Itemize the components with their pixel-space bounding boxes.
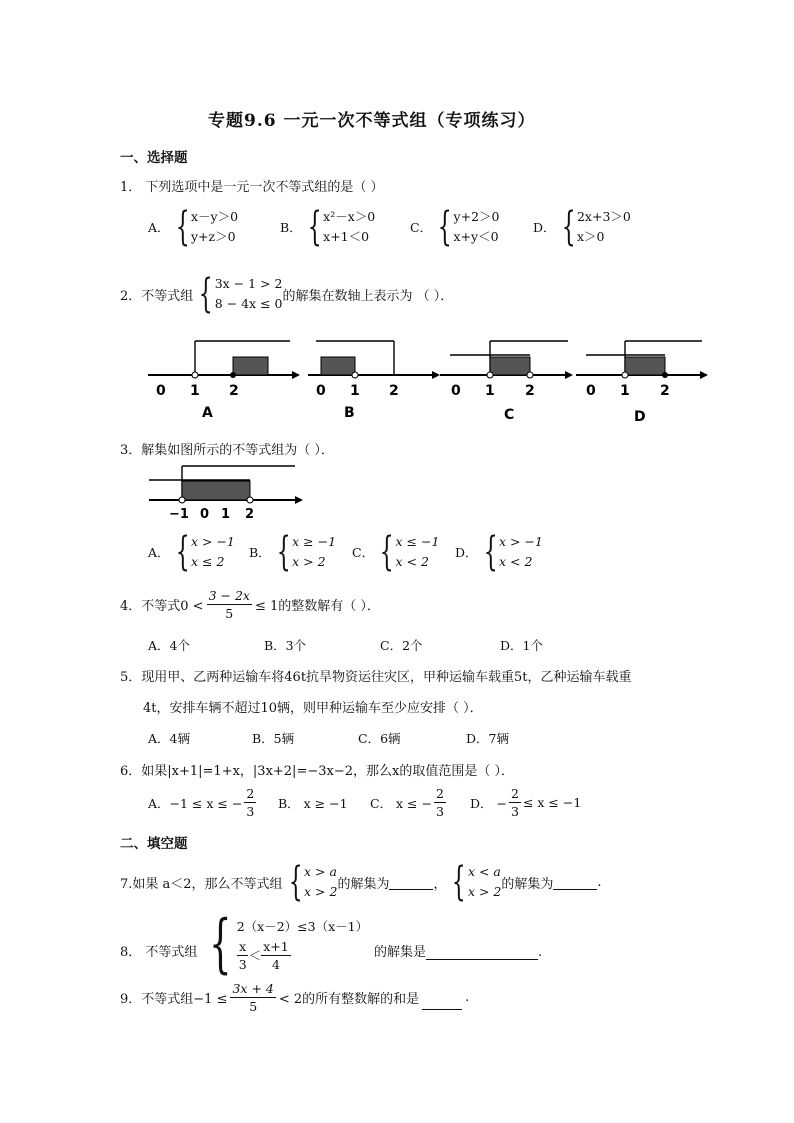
q3-option-a: A． { x > −1 x ≤ 2 [148, 529, 235, 575]
q3-number-line [145, 460, 315, 522]
number-line-c [440, 341, 573, 423]
brace-icon: { [307, 204, 322, 250]
fraction: $\frac{x}{3}$ [238, 938, 247, 972]
question-8-tail: 的解集是 . [374, 945, 543, 960]
q5-option-c: C．6辆 [358, 731, 401, 746]
figure-letter: A [202, 405, 213, 421]
tick-label: 1 [221, 507, 231, 522]
question-4-stem: 4．不等式0 < $\frac{3 - 2x}{5}$ ≤ 1的整数解有（ ）． [120, 588, 380, 621]
number-line-b [308, 341, 440, 421]
question-2-stem: 2．不等式组 { 3x − 1 > 2 8 − 4x ≤ 0 的解集在数轴上表示为 （ ）． [120, 271, 454, 317]
q4-option-c: C．2个 [380, 638, 423, 653]
answer-blank[interactable] [426, 945, 538, 960]
q4-option-d: D．1个 [500, 638, 543, 653]
fraction: $\frac{3x + 4}{5}$ [232, 981, 274, 1014]
q4-option-b: B．3个 [264, 638, 307, 653]
question-6-stem: 6．如果|x+1|=1+x，|3x+2|=−3x−2，那么x的取值范围是（ ）． [120, 764, 514, 779]
section-heading-choice: 一、选择题 [120, 150, 188, 166]
q6-option-d: D． − $\frac{2}{3}$ ≤ x ≤ −1 [470, 786, 582, 819]
q2-number-line-figures [140, 335, 730, 430]
answer-blank[interactable] [422, 995, 462, 1010]
number-line-a [148, 341, 300, 421]
question-5-line2: 4t，安排车辆不超过10辆，则甲种运输车至少应安排（ ）． [143, 701, 483, 716]
tick-label: 1 [190, 383, 200, 399]
question-8-system: { 2（x－2）≤3（x－1） $\frac{x}{3}$ ＜ $\frac{x+1}{4}$ [209, 907, 369, 981]
brace-icon: { [379, 529, 394, 575]
tick-label: 0 [200, 507, 210, 522]
tick-label: 2 [389, 383, 399, 399]
tick-label: 1 [620, 383, 630, 399]
tick-label: 0 [586, 383, 596, 399]
section-heading-fill: 二、填空题 [120, 836, 188, 852]
answer-blank[interactable] [389, 875, 433, 890]
q3-option-b: B． { x ≥ −1 x > 2 [249, 529, 337, 575]
fraction: $\frac{2}{3}$ [510, 786, 519, 819]
brace-icon: { [483, 529, 498, 575]
brace-icon: { [209, 907, 232, 981]
tick-label: 2 [245, 507, 255, 522]
brace-icon: { [452, 859, 467, 905]
figure-letter: D [634, 409, 646, 425]
brace-icon: { [199, 271, 214, 317]
q1-option-a: A． { x－y＞0 y+z＞0 [148, 204, 239, 250]
brace-icon: { [175, 204, 190, 250]
question-9: 9．不等式组−1 ≤ $\frac{3x + 4}{5}$ < 2的所有整数解的和是 . [120, 981, 470, 1014]
question-5-line1: 5．现用甲、乙两种运输车将46t抗旱物资运往灾区，甲种运输车载重5t，乙种运输车载重 [120, 670, 632, 685]
figure-letter: C [504, 407, 515, 423]
tick-label: 2 [229, 383, 239, 399]
brace-icon: { [276, 529, 291, 575]
question-3-stem: 3．解集如图所示的不等式组为（ ）． [120, 443, 334, 458]
figure-letter: B [344, 405, 355, 421]
q1-option-d: D． { 2x+3＞0 x＞0 [533, 204, 631, 250]
tick-label: 0 [316, 383, 326, 399]
q3-option-c: C． { x ≤ −1 x < 2 [352, 529, 440, 575]
tick-label: 2 [660, 383, 670, 399]
tick-label: 0 [156, 383, 166, 399]
answer-blank[interactable] [553, 875, 597, 890]
q6-option-b: B． x ≥ −1 [278, 796, 348, 811]
fraction: $\frac{2}{3}$ [246, 786, 255, 819]
q1-option-b: B． { x²－x＞0 x+1＜0 [280, 204, 376, 250]
tick-label: 1 [350, 383, 360, 399]
q5-option-b: B．5辆 [252, 731, 295, 746]
fraction: $\frac{3 - 2x}{5}$ [208, 588, 250, 621]
tick-label: 1 [485, 383, 495, 399]
fraction: $\frac{x+1}{4}$ [263, 938, 289, 972]
brace-icon: { [175, 529, 190, 575]
q3-option-d: D． { x > −1 x < 2 [455, 529, 543, 575]
q4-option-a: A．4个 [148, 638, 190, 653]
number-line-d [576, 341, 708, 425]
question-7: 7.如果 a＜2，那么不等式组 { x > a x > 2 的解集为 ， { x < a x > 2 的解集为 . [120, 859, 602, 905]
tick-label: 0 [451, 383, 461, 399]
brace-icon: { [561, 204, 576, 250]
q6-option-a: A．−1 ≤ x ≤ − $\frac{2}{3}$ [148, 786, 255, 819]
question-1-stem: 1． 下列选项中是一元一次不等式组的是（ ） [120, 180, 384, 195]
page-title: 专题9.6 一元一次不等式组（专项练习） [208, 111, 536, 131]
tick-label: 2 [525, 383, 535, 399]
brace-icon: { [288, 859, 303, 905]
question-8-label: 8． 不等式组 [120, 945, 198, 960]
fraction: $\frac{2}{3}$ [435, 786, 444, 819]
tick-label: −1 [169, 507, 189, 522]
brace-icon: { [437, 204, 452, 250]
q6-option-c: C． x ≤ − $\frac{2}{3}$ [370, 786, 444, 819]
q5-option-a: A．4辆 [148, 731, 190, 746]
q1-option-c: C． { y+2＞0 x+y＜0 [410, 204, 500, 250]
q5-option-d: D．7辆 [466, 731, 509, 746]
